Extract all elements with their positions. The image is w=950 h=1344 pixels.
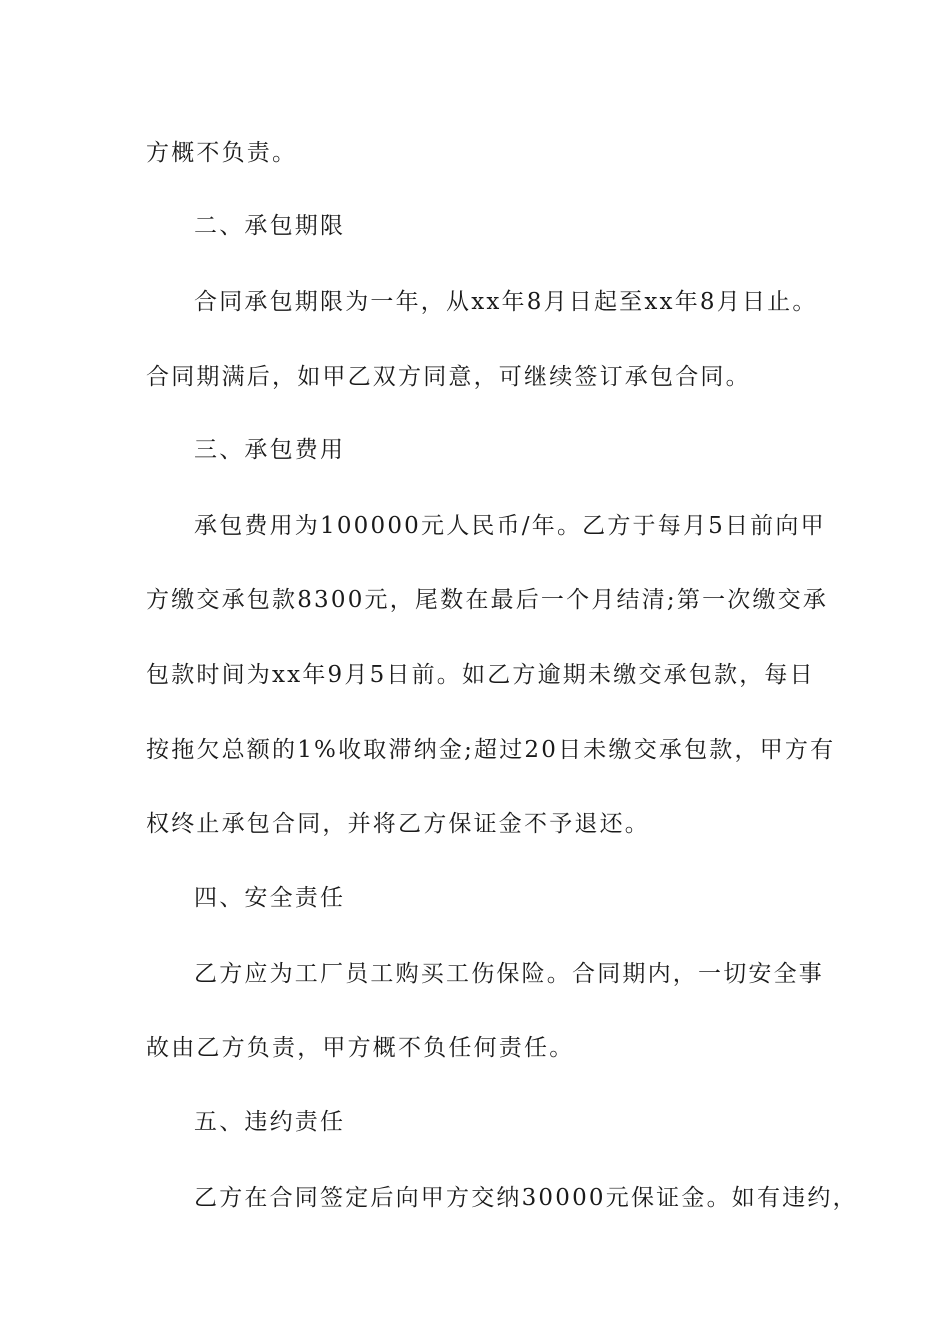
paragraph-line: 包款时间为xx年9月5日前。如乙方逾期未缴交承包款，每日	[146, 662, 815, 688]
paragraph-line: 故由乙方负责，甲方概不负任何责任。	[146, 1035, 575, 1061]
paragraph-line: 按拖欠总额的1%收取滞纳金;超过20日未缴交承包款，甲方有	[146, 737, 836, 763]
paragraph-line: 乙方应为工厂员工购买工伤保险。合同期内，一切安全事	[194, 961, 824, 987]
section-heading-fee: 三、承包费用	[194, 437, 346, 463]
paragraph-line: 合同承包期限为一年，从xx年8月日起至xx年8月日止。	[194, 289, 818, 315]
paragraph-line: 权终止承包合同，并将乙方保证金不予退还。	[146, 811, 650, 837]
section-heading-breach: 五、违约责任	[194, 1109, 346, 1135]
paragraph-line: 乙方在合同签定后向甲方交纳30000元保证金。如有违约，	[194, 1185, 858, 1211]
paragraph-line: 承包费用为100000元人民币/年。乙方于每月5日前向甲	[194, 513, 826, 539]
section-heading-term: 二、承包期限	[194, 213, 346, 239]
paragraph-line: 方概不负责。	[146, 140, 298, 166]
paragraph-line: 方缴交承包款8300元，尾数在最后一个月结清;第一次缴交承	[146, 587, 829, 613]
paragraph-line: 合同期满后，如甲乙双方同意，可继续签订承包合同。	[146, 364, 751, 390]
section-heading-safety: 四、安全责任	[194, 885, 346, 911]
